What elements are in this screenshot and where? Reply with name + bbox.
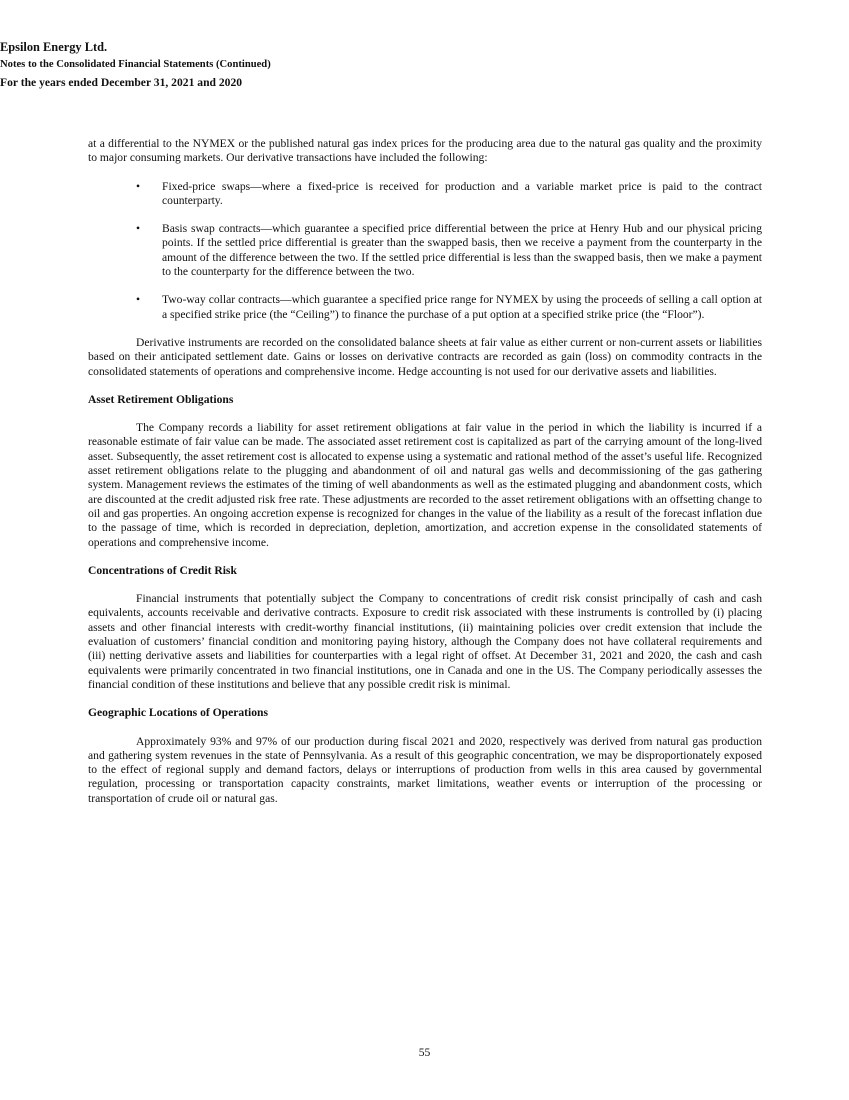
company-name: Epsilon Energy Ltd. bbox=[0, 40, 108, 54]
bullet-icon: • bbox=[136, 222, 141, 236]
section-text-geographic: Approximately 93% and 97% of our production during fiscal 2021 and 2020, respectively was derived from natural gas production and gathering system revenues in the state of Pennsylvania. As a result of this geographic concentration, we may be disproportionately exposed to the effect of regional supply and demand factors, delays or interruptions of production from wells in this area caused by governmental regulation, processing or transportation capacity constraints, market limitations, weather events or interruption of the processing or transportation of crude oil or natural gas. bbox=[88, 734, 762, 805]
list-item-text: Two-way collar contracts—which guarantee a specified price range for NYMEX by using the proceeds of selling a call option at a specified strike price (the “Ceiling”) to finance the purchase of a put option at a specified strike price (the “Floor”). bbox=[162, 293, 762, 321]
page-header bbox=[0, 40, 849, 90]
intro-paragraph: at a differential to the NYMEX or the published natural gas index prices for the producing area due to the natural gas quality and the proximity to major consuming markets. Our derivative transactions have included the following: bbox=[88, 137, 762, 165]
page-number: 55 bbox=[418, 1046, 431, 1059]
section-heading-asset-retirement: Asset Retirement Obligations bbox=[88, 392, 234, 406]
list-item bbox=[88, 180, 762, 209]
document-body bbox=[88, 137, 762, 806]
list-item bbox=[88, 293, 762, 322]
list-item-text: Basis swap contracts—which guarantee a specified price differential between the price at Henry Hub and our physical pricing points. If the settled price differential is greater than the swapped basis, then we receive a payment from the counterparty in the amount of the difference between the two. If the settled price differential is less than the swapped basis, then we make a payment to the counterparty for the difference between the two. bbox=[162, 222, 762, 279]
section-text-asset-retirement: The Company records a liability for asset retirement obligations at fair value in the period in which the liability is incurred if a reasonable estimate of fair value can be made. The associated asset retirement cost is capitalized as part of the carrying amount of the long-lived asset. Subsequently, the asset retirement cost is allocated to expense using a systematic and rational method of the asset’s useful life. Recognized asset retirement obligations relate to the plugging and abandonment of oil and natural gas wells and decommissioning of the gas gathering system. Management reviews the estimates of the timing of well abandonments as well as the estimated plugging and abandonment costs, which are discounted at the credit adjusted risk free rate. These adjustments are recorded to the asset retirement obligations with an offsetting change to oil and gas properties. An ongoing accretion expense is recognized for changes in the value of the liability as a result of the forecast inflation due to the passage of time, which is recorded in depreciation, depletion, amortization, and accretion expense in the consolidated statements of operations and comprehensive income. bbox=[88, 421, 762, 549]
section-heading-geographic: Geographic Locations of Operations bbox=[88, 706, 269, 720]
reporting-period: For the years ended December 31, 2021 and 2020 bbox=[0, 76, 243, 89]
section-heading-credit-risk: Concentrations of Credit Risk bbox=[88, 563, 237, 577]
derivatives-paragraph: Derivative instruments are recorded on the consolidated balance sheets at fair value as either current or non-current assets or liabilities based on their anticipated settlement date. Gains or losses on derivative contracts are recorded as gain (loss) on commodity contracts in the consolidated statements of operations and comprehensive income. Hedge accounting is not used for our derivative assets and liabilities. bbox=[88, 335, 762, 378]
bullet-icon: • bbox=[136, 179, 141, 193]
derivative-transactions-list bbox=[88, 180, 762, 322]
notes-subtitle: Notes to the Consolidated Financial Statements (Continued) bbox=[0, 59, 271, 70]
section-text-credit-risk: Financial instruments that potentially subject the Company to concentrations of credit risk consist principally of cash and cash equivalents, accounts receivable and derivative contracts. Exposure to credit risk associated with these instruments is controlled by (i) placing assets and other financial interests with credit-worthy financial institutions, (ii) maintaining policies over credit extension that include the evaluation of customers’ financial condition and monitoring paying history, although the Company does not have collateral requirements and (iii) netting derivative assets and liabilities for counterparties with a legal right of offset. At December 31, 2021 and 2020, the cash and cash equivalents were primarily concentrated in two financial institutions, one in Canada and one in the US. The Company periodically assesses the financial condition of these institutions and believe that any possible credit risk is minimal. bbox=[88, 592, 762, 691]
list-item bbox=[88, 222, 762, 279]
list-item-text: Fixed-price swaps—where a fixed-price is received for production and a variable market price is paid to the contract counterparty. bbox=[162, 179, 762, 207]
bullet-icon: • bbox=[136, 293, 141, 307]
